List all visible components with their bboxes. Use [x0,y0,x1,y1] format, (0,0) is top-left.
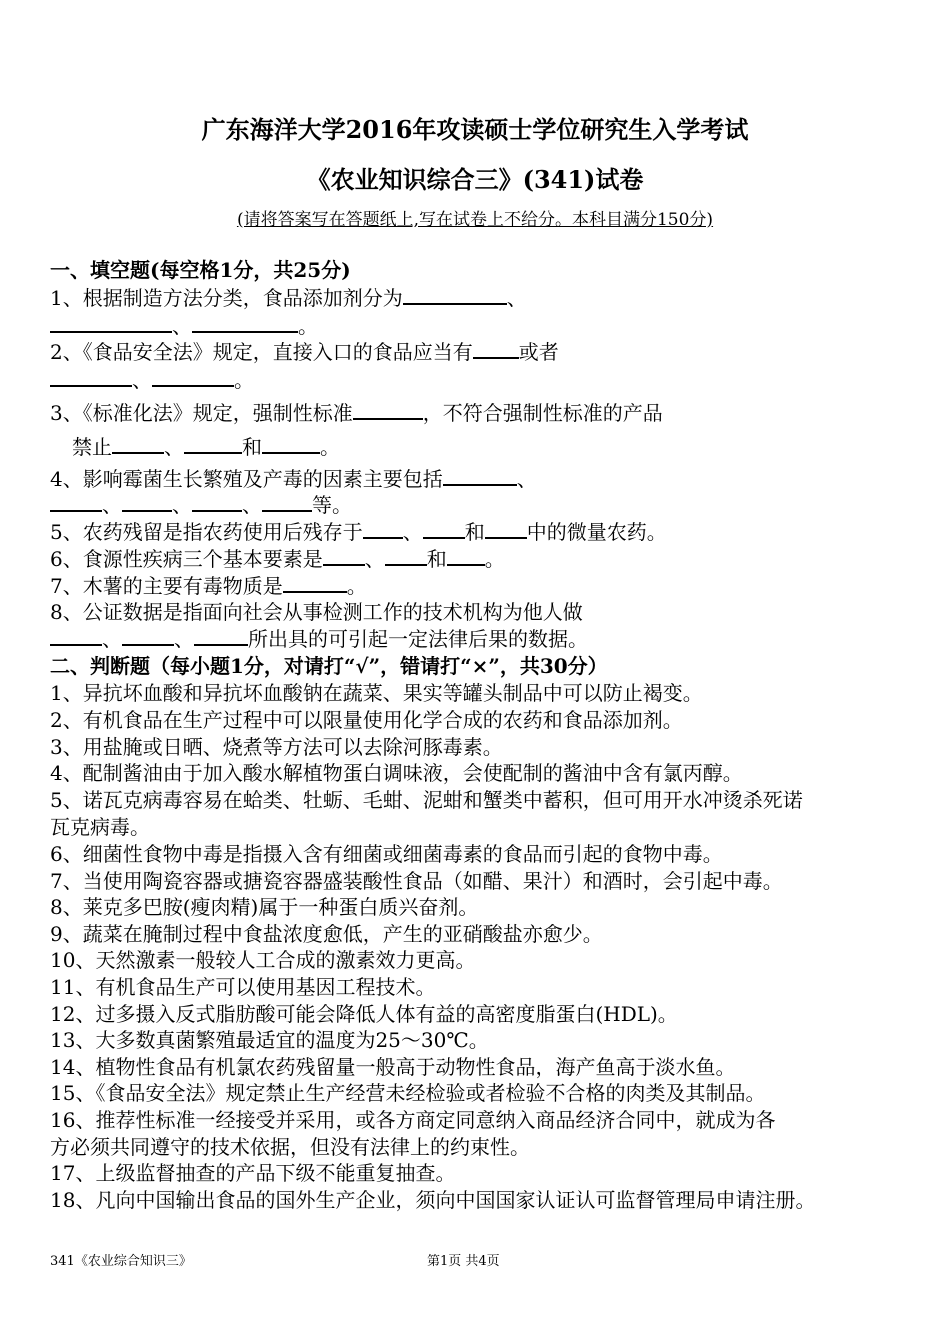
answer-blank [283,573,347,593]
exam-title: 广东海洋大学2016年攻读硕士学位研究生入学考试 [201,115,749,144]
judge-item: 16、推荐性标准一经接受并采用，或各方商定同意纳入商品经济合同中，就成为各 [50,1108,776,1132]
answer-blank [363,519,403,539]
answer-blank [122,626,174,646]
fill-question-4: 4、影响霉菌生长繁殖及产毒的因素主要包括 、 [50,467,537,491]
answer-blank [184,434,242,454]
answer-blank [50,492,102,512]
fill-question-8-cont: 、 、 所出具的可引起一定法律后果的数据。 [50,626,588,652]
judge-item: 3、用盐腌或日晒、烧煮等方法可以去除河豚毒素。 [50,735,503,759]
answer-blank [50,367,132,387]
answer-blank [262,434,320,454]
judge-item: 17、上级监督抽查的产品下级不能重复抽查。 [50,1161,456,1185]
judge-item: 10、天然激素一般较人工合成的激素效力更高。 [50,948,476,972]
answer-blank [403,285,507,305]
answer-blank [50,313,172,333]
judge-item-cont: 方必须共同遵守的技术依据，但没有法律上的约束性。 [50,1135,530,1159]
answer-blank [447,546,485,566]
judge-item: 11、有机食品生产可以使用基因工程技术。 [50,975,436,999]
judge-item: 7、当使用陶瓷容器或搪瓷容器盛装酸性食品（如醋、果汁）和酒时，会引起中毒。 [50,869,783,893]
fill-section-heading: 一、填空题(每空格1分，共25分) [50,258,351,282]
judge-item: 2、有机食品在生产过程中可以限量使用化学合成的农药和食品添加剂。 [50,708,683,732]
answer-blank [194,626,248,646]
judge-item: 14、植物性食品有机氯农药残留量一般高于动物性食品，海产鱼高于淡水鱼。 [50,1055,736,1079]
fill-question-4-cont: 、 、 、 等。 [50,492,352,518]
fill-question-1: 1、根据制造方法分类，食品添加剂分为 、 [50,286,527,310]
judge-item: 8、莱克多巴胺(瘦肉精)属于一种蛋白质兴奋剂。 [50,895,479,919]
exam-note: (请将答案写在答题纸上,写在试卷上不给分。本科目满分150分) [236,210,714,230]
fill-question-8: 8、公证数据是指面向社会从事检测工作的技术机构为他人做 [50,600,583,624]
judge-item: 18、凡向中国输出食品的国外生产企业，须向中国国家认证认可监督管理局申请注册。 [50,1188,816,1212]
answer-blank [443,466,517,486]
judge-item: 4、配制酱油由于加入酸水解植物蛋白调味液，会使配制的酱油中含有氯丙醇。 [50,761,743,785]
answer-blank [112,434,164,454]
fill-question-2: 2、《食品安全法》规定，直接入口的食品应当有 或者 [50,340,559,364]
judge-item: 9、蔬菜在腌制过程中食盐浓度愈低，产生的亚硝酸盐亦愈少。 [50,922,603,946]
fill-question-3-cont: 禁止 、 和 。 [72,435,340,459]
fill-question-3: 3、《标准化法》规定，强制性标准 ，不符合强制性标准的产品 [50,401,663,425]
answer-blank [485,519,527,539]
fill-question-7: 7、木薯的主要有毒物质是 。 [50,574,367,598]
footer-course: 341《农业综合知识三》 [50,1254,192,1269]
fill-question-6: 6、食源性疾病三个基本要素是 、 和 。 [50,547,505,571]
judge-item: 13、大多数真菌繁殖最适宜的温度为25～30℃。 [50,1028,489,1052]
fill-question-5: 5、农药残留是指农药使用后残存于 、 和 中的微量农药。 [50,520,667,544]
answer-blank [385,546,427,566]
answer-blank [192,492,242,512]
answer-blank [323,546,365,566]
judge-item: 6、细菌性食物中毒是指摄入含有细菌或细菌毒素的食品而引起的食物中毒。 [50,842,723,866]
answer-blank [122,492,172,512]
judge-item: 15、《食品安全法》规定禁止生产经营未经检验或者检验不合格的肉类及其制品。 [50,1081,766,1105]
answer-blank [192,313,298,333]
fill-question-2-cont: 、 。 [50,367,254,393]
answer-blank [423,519,465,539]
judge-item: 1、异抗坏血酸和异抗坏血酸钠在蔬菜、果实等罐头制品中可以防止褐变。 [50,681,703,705]
exam-subtitle: 《农业知识综合三》(341)试卷 [306,165,644,194]
judge-section-heading: 二、判断题（每小题1分，对请打“√”，错请打“×”，共30分） [50,654,608,678]
judge-item-cont: 瓦克病毒。 [50,815,150,839]
answer-blank [152,367,234,387]
answer-blank [473,339,519,359]
answer-blank [353,400,423,420]
judge-item: 5、诺瓦克病毒容易在蛤类、牡蛎、毛蚶、泥蚶和蟹类中蓄积，但可用开水冲烫杀死诺 [50,788,803,812]
answer-blank [50,626,102,646]
footer-page-number: 第1页 共4页 [427,1254,500,1269]
answer-blank [262,492,312,512]
judge-item: 12、过多摄入反式脂肪酸可能会降低人体有益的高密度脂蛋白(HDL)。 [50,1002,678,1026]
fill-question-1-cont: 、 。 [50,313,318,339]
